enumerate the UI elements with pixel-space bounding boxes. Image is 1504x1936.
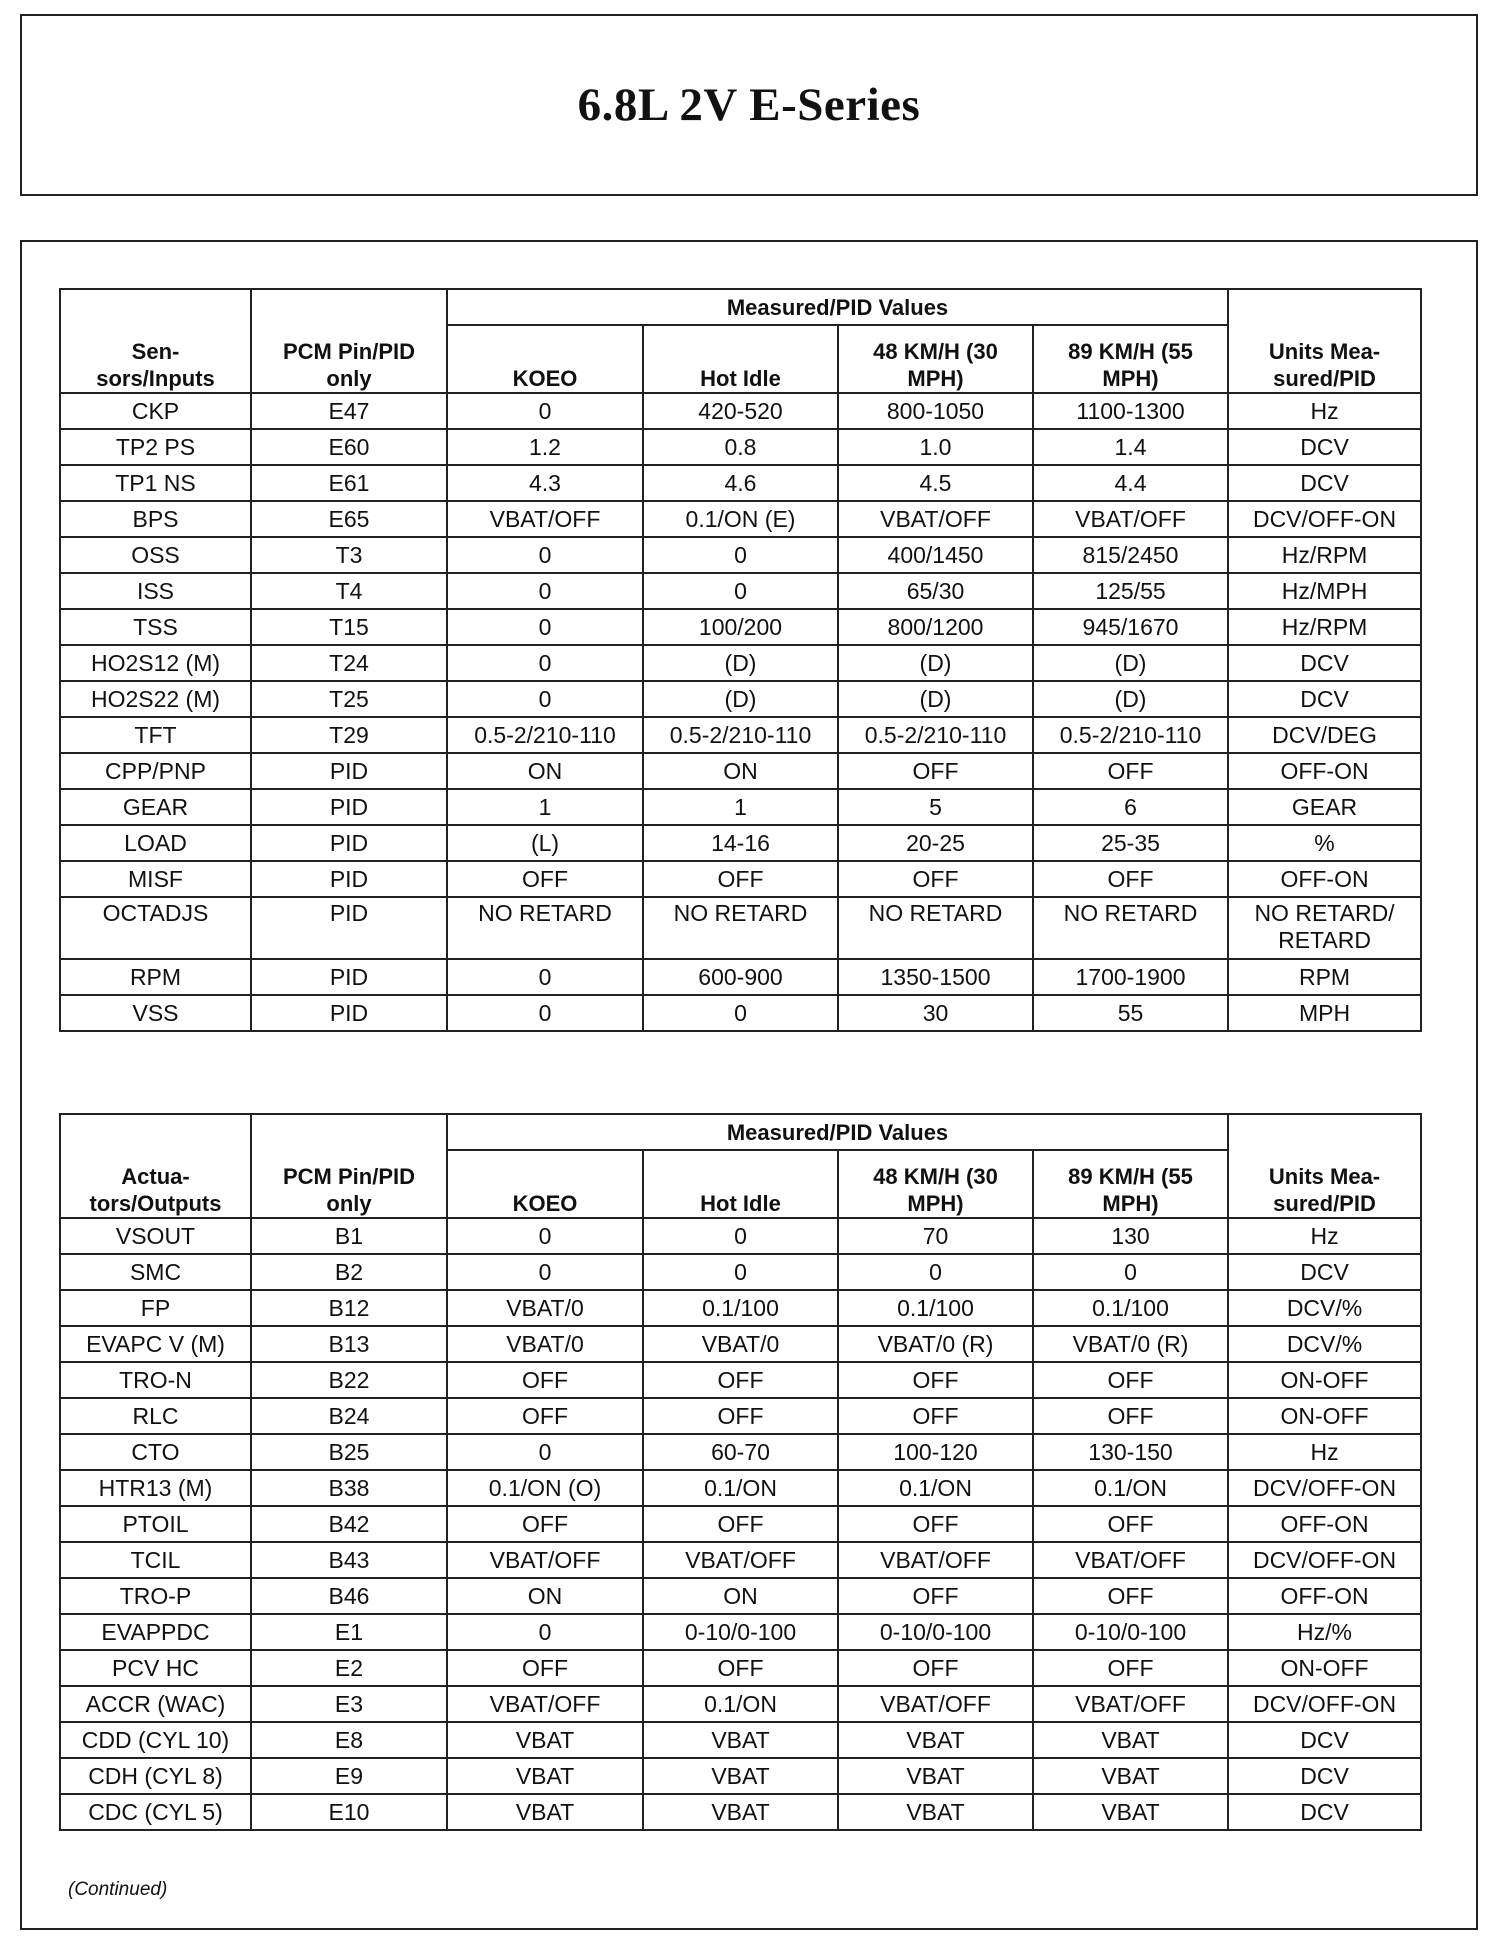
sensors-cell-pin: T4 [251, 573, 447, 609]
actuators-cell-item: HTR13 (M) [60, 1470, 251, 1506]
sensors-cell-koeo: VBAT/OFF [447, 501, 643, 537]
sensors-cell-89kmh: 0.5-2/210-110 [1033, 717, 1228, 753]
table-row [60, 1794, 1421, 1830]
table-row [60, 789, 1421, 825]
actuators-cell-units: DCV [1228, 1758, 1421, 1794]
sensors-cell-hot-idle: ON [643, 753, 838, 789]
sensors-cell-units: OFF-ON [1228, 861, 1421, 897]
actuators-cell-item: EVAPC V (M) [60, 1326, 251, 1362]
actuators-cell-hot-idle: ON [643, 1578, 838, 1614]
actuators-cell-units: DCV/% [1228, 1326, 1421, 1362]
actuators-cell-koeo: VBAT [447, 1794, 643, 1830]
sensors-cell-48kmh: 0.5-2/210-110 [838, 717, 1033, 753]
actuators-cell-89kmh: VBAT [1033, 1722, 1228, 1758]
actuators-cell-48kmh: VBAT/OFF [838, 1542, 1033, 1578]
table-row [60, 861, 1421, 897]
table-row [60, 429, 1421, 465]
actuators-cell-48kmh: VBAT [838, 1758, 1033, 1794]
actuators-cell-units: Hz [1228, 1434, 1421, 1470]
actuators-cell-89kmh: VBAT/0 (R) [1033, 1326, 1228, 1362]
sensors-header-units: Units Mea- sured/PID [1228, 289, 1421, 393]
table-row [60, 753, 1421, 789]
sensors-table [59, 288, 1422, 1032]
actuators-cell-pin: B24 [251, 1398, 447, 1434]
sensors-cell-48kmh: 1350-1500 [838, 959, 1033, 995]
title-box [20, 14, 1478, 196]
sensors-cell-koeo: ON [447, 753, 643, 789]
sensors-cell-item: ISS [60, 573, 251, 609]
table-row [60, 465, 1421, 501]
sensors-cell-hot-idle: 14-16 [643, 825, 838, 861]
sensors-cell-pin: E61 [251, 465, 447, 501]
actuators-cell-hot-idle: 0 [643, 1254, 838, 1290]
sensors-header-89kmh: 89 KM/H (55 MPH) [1033, 325, 1228, 393]
sensors-cell-48kmh: OFF [838, 753, 1033, 789]
actuators-cell-koeo: 0 [447, 1434, 643, 1470]
sensors-cell-koeo: 0 [447, 537, 643, 573]
actuators-cell-hot-idle: 0.1/100 [643, 1290, 838, 1326]
sensors-cell-units: RPM [1228, 959, 1421, 995]
actuators-cell-hot-idle: 0.1/ON [643, 1686, 838, 1722]
actuators-cell-units: DCV/OFF-ON [1228, 1470, 1421, 1506]
sensors-cell-item: CPP/PNP [60, 753, 251, 789]
actuators-cell-48kmh: 0-10/0-100 [838, 1614, 1033, 1650]
table-row [60, 1722, 1421, 1758]
sensors-cell-89kmh: 945/1670 [1033, 609, 1228, 645]
table-row [60, 1434, 1421, 1470]
sensors-cell-units: DCV [1228, 681, 1421, 717]
sensors-cell-89kmh: 125/55 [1033, 573, 1228, 609]
sensors-cell-koeo: 1.2 [447, 429, 643, 465]
sensors-cell-89kmh: NO RETARD [1033, 897, 1228, 959]
actuators-cell-89kmh: VBAT [1033, 1758, 1228, 1794]
actuators-header-89kmh: 89 KM/H (55 MPH) [1033, 1150, 1228, 1218]
actuators-cell-89kmh: OFF [1033, 1506, 1228, 1542]
actuators-cell-koeo: VBAT/OFF [447, 1686, 643, 1722]
table-row [60, 1578, 1421, 1614]
actuators-cell-48kmh: VBAT [838, 1722, 1033, 1758]
actuators-header-48kmh: 48 KM/H (30 MPH) [838, 1150, 1033, 1218]
actuators-cell-89kmh: VBAT/OFF [1033, 1686, 1228, 1722]
actuators-cell-koeo: ON [447, 1578, 643, 1614]
table-row [60, 1686, 1421, 1722]
actuators-header-item: Actua- tors/Outputs [60, 1114, 251, 1218]
actuators-cell-48kmh: 70 [838, 1218, 1033, 1254]
actuators-cell-pin: E8 [251, 1722, 447, 1758]
sensors-header-hot-idle: Hot Idle [643, 325, 838, 393]
actuators-cell-48kmh: OFF [838, 1506, 1033, 1542]
sensors-header-koeo: KOEO [447, 325, 643, 393]
actuators-cell-units: ON-OFF [1228, 1398, 1421, 1434]
sensors-cell-hot-idle: 0.8 [643, 429, 838, 465]
actuators-cell-item: VSOUT [60, 1218, 251, 1254]
actuators-table [59, 1113, 1422, 1831]
sensors-cell-pin: T15 [251, 609, 447, 645]
sensors-cell-hot-idle: 0 [643, 995, 838, 1031]
table-row [60, 1398, 1421, 1434]
actuators-cell-hot-idle: VBAT [643, 1758, 838, 1794]
actuators-cell-hot-idle: OFF [643, 1650, 838, 1686]
sensors-cell-hot-idle: OFF [643, 861, 838, 897]
actuators-cell-hot-idle: VBAT [643, 1794, 838, 1830]
actuators-cell-units: OFF-ON [1228, 1578, 1421, 1614]
actuators-cell-hot-idle: VBAT/0 [643, 1326, 838, 1362]
sensors-cell-pin: PID [251, 861, 447, 897]
actuators-cell-hot-idle: 0.1/ON [643, 1470, 838, 1506]
actuators-cell-units: ON-OFF [1228, 1362, 1421, 1398]
actuators-cell-item: CDD (CYL 10) [60, 1722, 251, 1758]
actuators-cell-89kmh: OFF [1033, 1362, 1228, 1398]
sensors-cell-89kmh: 25-35 [1033, 825, 1228, 861]
sensors-cell-48kmh: (D) [838, 681, 1033, 717]
actuators-cell-89kmh: 0.1/ON [1033, 1470, 1228, 1506]
table-row [60, 717, 1421, 753]
table-row [60, 1470, 1421, 1506]
actuators-cell-pin: E1 [251, 1614, 447, 1650]
actuators-cell-koeo: 0 [447, 1614, 643, 1650]
actuators-cell-item: TRO-N [60, 1362, 251, 1398]
sensors-cell-units: MPH [1228, 995, 1421, 1031]
sensors-header-group: Measured/PID Values [447, 289, 1228, 325]
sensors-cell-item: BPS [60, 501, 251, 537]
sensors-cell-pin: PID [251, 959, 447, 995]
actuators-cell-item: TRO-P [60, 1578, 251, 1614]
actuators-cell-koeo: OFF [447, 1362, 643, 1398]
sensors-cell-89kmh: (D) [1033, 681, 1228, 717]
actuators-cell-item: SMC [60, 1254, 251, 1290]
sensors-cell-units: DCV/OFF-ON [1228, 501, 1421, 537]
actuators-cell-koeo: VBAT [447, 1722, 643, 1758]
actuators-cell-pin: B43 [251, 1542, 447, 1578]
sensors-cell-hot-idle: 0 [643, 573, 838, 609]
table-row [60, 1290, 1421, 1326]
actuators-cell-pin: B1 [251, 1218, 447, 1254]
table-row [60, 609, 1421, 645]
actuators-cell-hot-idle: VBAT [643, 1722, 838, 1758]
actuators-cell-pin: E3 [251, 1686, 447, 1722]
table-row [60, 1614, 1421, 1650]
sensors-header-48kmh: 48 KM/H (30 MPH) [838, 325, 1033, 393]
sensors-cell-koeo: 0 [447, 393, 643, 429]
actuators-cell-89kmh: 0 [1033, 1254, 1228, 1290]
actuators-header-group: Measured/PID Values [447, 1114, 1228, 1150]
actuators-header-koeo: KOEO [447, 1150, 643, 1218]
sensors-cell-item: TP1 NS [60, 465, 251, 501]
sensors-cell-pin: T29 [251, 717, 447, 753]
sensors-cell-item: HO2S22 (M) [60, 681, 251, 717]
continued-note: (Continued) [68, 1879, 168, 1900]
sensors-cell-89kmh: VBAT/OFF [1033, 501, 1228, 537]
sensors-cell-48kmh: 65/30 [838, 573, 1033, 609]
sensors-cell-item: MISF [60, 861, 251, 897]
actuators-cell-koeo: VBAT [447, 1758, 643, 1794]
actuators-cell-item: CDC (CYL 5) [60, 1794, 251, 1830]
actuators-cell-48kmh: 0.1/ON [838, 1470, 1033, 1506]
actuators-cell-koeo: 0.1/ON (O) [447, 1470, 643, 1506]
sensors-cell-48kmh: 400/1450 [838, 537, 1033, 573]
sensors-cell-89kmh: 1700-1900 [1033, 959, 1228, 995]
sensors-cell-48kmh: 4.5 [838, 465, 1033, 501]
sensors-cell-units: GEAR [1228, 789, 1421, 825]
sensors-cell-item: RPM [60, 959, 251, 995]
table-row [60, 501, 1421, 537]
table-row [60, 995, 1421, 1031]
sensors-cell-koeo: NO RETARD [447, 897, 643, 959]
table-row [60, 645, 1421, 681]
actuators-cell-units: DCV [1228, 1794, 1421, 1830]
actuators-cell-pin: B46 [251, 1578, 447, 1614]
sensors-cell-48kmh: (D) [838, 645, 1033, 681]
sensors-cell-48kmh: VBAT/OFF [838, 501, 1033, 537]
table-row [60, 393, 1421, 429]
table-row [60, 1254, 1421, 1290]
sensors-cell-89kmh: (D) [1033, 645, 1228, 681]
sensors-cell-hot-idle: 0.1/ON (E) [643, 501, 838, 537]
sensors-cell-48kmh: 1.0 [838, 429, 1033, 465]
actuators-header-units: Units Mea- sured/PID [1228, 1114, 1421, 1218]
sensors-cell-item: TP2 PS [60, 429, 251, 465]
actuators-cell-hot-idle: 0-10/0-100 [643, 1614, 838, 1650]
actuators-cell-koeo: VBAT/0 [447, 1326, 643, 1362]
sensors-cell-pin: E65 [251, 501, 447, 537]
actuators-cell-hot-idle: OFF [643, 1398, 838, 1434]
actuators-cell-pin: E9 [251, 1758, 447, 1794]
actuators-cell-48kmh: 0 [838, 1254, 1033, 1290]
actuators-cell-48kmh: OFF [838, 1650, 1033, 1686]
table-row [60, 1542, 1421, 1578]
actuators-cell-48kmh: VBAT/OFF [838, 1686, 1033, 1722]
actuators-cell-89kmh: 0.1/100 [1033, 1290, 1228, 1326]
table-row [60, 897, 1421, 959]
table-row [60, 1650, 1421, 1686]
actuators-cell-item: CDH (CYL 8) [60, 1758, 251, 1794]
sensors-cell-89kmh: 6 [1033, 789, 1228, 825]
sensors-cell-pin: T25 [251, 681, 447, 717]
table-row [60, 1326, 1421, 1362]
sensors-cell-koeo: 0 [447, 959, 643, 995]
actuators-cell-89kmh: 0-10/0-100 [1033, 1614, 1228, 1650]
actuators-cell-pin: B42 [251, 1506, 447, 1542]
content-box [20, 240, 1478, 1930]
sensors-cell-item: CKP [60, 393, 251, 429]
actuators-cell-48kmh: VBAT [838, 1794, 1033, 1830]
actuators-cell-pin: B2 [251, 1254, 447, 1290]
sensors-cell-koeo: 1 [447, 789, 643, 825]
sensors-cell-item: HO2S12 (M) [60, 645, 251, 681]
actuators-cell-pin: B13 [251, 1326, 447, 1362]
sensors-cell-pin: E47 [251, 393, 447, 429]
actuators-cell-item: ACCR (WAC) [60, 1686, 251, 1722]
sensors-cell-units: Hz/RPM [1228, 609, 1421, 645]
actuators-cell-hot-idle: 0 [643, 1218, 838, 1254]
sensors-header-item: Sen- sors/Inputs [60, 289, 251, 393]
actuators-header-hot-idle: Hot Idle [643, 1150, 838, 1218]
page-title: 6.8L 2V E-Series [577, 79, 921, 131]
actuators-cell-units: DCV [1228, 1254, 1421, 1290]
table-row [60, 537, 1421, 573]
actuators-cell-hot-idle: OFF [643, 1362, 838, 1398]
actuators-cell-pin: B12 [251, 1290, 447, 1326]
sensors-cell-koeo: 0 [447, 573, 643, 609]
sensors-cell-89kmh: 4.4 [1033, 465, 1228, 501]
sensors-cell-item: OSS [60, 537, 251, 573]
actuators-cell-units: ON-OFF [1228, 1650, 1421, 1686]
sensors-cell-koeo: (L) [447, 825, 643, 861]
actuators-cell-koeo: 0 [447, 1254, 643, 1290]
sensors-cell-hot-idle: NO RETARD [643, 897, 838, 959]
sensors-cell-item: TSS [60, 609, 251, 645]
actuators-cell-units: Hz [1228, 1218, 1421, 1254]
table-row [60, 1218, 1421, 1254]
sensors-cell-pin: T3 [251, 537, 447, 573]
sensors-cell-pin: PID [251, 897, 447, 959]
actuators-cell-koeo: VBAT/0 [447, 1290, 643, 1326]
actuators-cell-89kmh: OFF [1033, 1398, 1228, 1434]
sensors-cell-48kmh: 5 [838, 789, 1033, 825]
sensors-cell-units: NO RETARD/ RETARD [1228, 897, 1421, 959]
sensors-cell-units: OFF-ON [1228, 753, 1421, 789]
actuators-cell-pin: B38 [251, 1470, 447, 1506]
sensors-cell-89kmh: OFF [1033, 861, 1228, 897]
sensors-cell-48kmh: OFF [838, 861, 1033, 897]
actuators-cell-units: Hz/% [1228, 1614, 1421, 1650]
actuators-cell-89kmh: 130-150 [1033, 1434, 1228, 1470]
sensors-cell-89kmh: 1.4 [1033, 429, 1228, 465]
actuators-cell-units: OFF-ON [1228, 1506, 1421, 1542]
actuators-cell-48kmh: 100-120 [838, 1434, 1033, 1470]
actuators-cell-koeo: VBAT/OFF [447, 1542, 643, 1578]
actuators-cell-koeo: OFF [447, 1506, 643, 1542]
actuators-cell-48kmh: VBAT/0 (R) [838, 1326, 1033, 1362]
actuators-cell-item: FP [60, 1290, 251, 1326]
sensors-cell-units: % [1228, 825, 1421, 861]
actuators-cell-item: RLC [60, 1398, 251, 1434]
table-row [60, 1362, 1421, 1398]
sensors-cell-units: Hz [1228, 393, 1421, 429]
actuators-cell-hot-idle: OFF [643, 1506, 838, 1542]
sensors-cell-pin: PID [251, 753, 447, 789]
actuators-cell-48kmh: OFF [838, 1578, 1033, 1614]
actuators-cell-koeo: OFF [447, 1398, 643, 1434]
actuators-cell-48kmh: OFF [838, 1398, 1033, 1434]
actuators-cell-89kmh: VBAT [1033, 1794, 1228, 1830]
sensors-cell-units: DCV [1228, 429, 1421, 465]
actuators-cell-89kmh: VBAT/OFF [1033, 1542, 1228, 1578]
actuators-cell-89kmh: 130 [1033, 1218, 1228, 1254]
sensors-cell-hot-idle: (D) [643, 681, 838, 717]
sensors-cell-48kmh: 800-1050 [838, 393, 1033, 429]
sensors-cell-koeo: 0.5-2/210-110 [447, 717, 643, 753]
table-row [60, 959, 1421, 995]
sensors-cell-units: DCV/DEG [1228, 717, 1421, 753]
sensors-cell-item: VSS [60, 995, 251, 1031]
sensors-cell-48kmh: 30 [838, 995, 1033, 1031]
sensors-cell-48kmh: 800/1200 [838, 609, 1033, 645]
sensors-cell-item: LOAD [60, 825, 251, 861]
sensors-cell-pin: PID [251, 995, 447, 1031]
table-row [60, 573, 1421, 609]
sensors-cell-pin: PID [251, 825, 447, 861]
actuators-cell-pin: B22 [251, 1362, 447, 1398]
table-row [60, 681, 1421, 717]
sensors-cell-pin: T24 [251, 645, 447, 681]
table-row [60, 825, 1421, 861]
sensors-cell-item: TFT [60, 717, 251, 753]
actuators-cell-89kmh: OFF [1033, 1578, 1228, 1614]
sensors-cell-hot-idle: 420-520 [643, 393, 838, 429]
sensors-cell-89kmh: 1100-1300 [1033, 393, 1228, 429]
sensors-cell-units: Hz/RPM [1228, 537, 1421, 573]
sensors-cell-koeo: OFF [447, 861, 643, 897]
actuators-header-pin: PCM Pin/PID only [251, 1114, 447, 1218]
sensors-cell-units: Hz/MPH [1228, 573, 1421, 609]
actuators-cell-hot-idle: VBAT/OFF [643, 1542, 838, 1578]
sensors-cell-koeo: 0 [447, 995, 643, 1031]
sensors-cell-koeo: 4.3 [447, 465, 643, 501]
actuators-cell-item: CTO [60, 1434, 251, 1470]
actuators-cell-48kmh: OFF [838, 1362, 1033, 1398]
actuators-cell-units: DCV [1228, 1722, 1421, 1758]
table-row [60, 1758, 1421, 1794]
sensors-cell-hot-idle: 1 [643, 789, 838, 825]
sensors-cell-koeo: 0 [447, 645, 643, 681]
sensors-cell-hot-idle: 0.5-2/210-110 [643, 717, 838, 753]
sensors-cell-hot-idle: 600-900 [643, 959, 838, 995]
actuators-cell-48kmh: 0.1/100 [838, 1290, 1033, 1326]
actuators-cell-item: PCV HC [60, 1650, 251, 1686]
sensors-cell-item: OCTADJS [60, 897, 251, 959]
actuators-cell-pin: E10 [251, 1794, 447, 1830]
actuators-cell-pin: E2 [251, 1650, 447, 1686]
sensors-cell-hot-idle: 100/200 [643, 609, 838, 645]
sensors-cell-koeo: 0 [447, 681, 643, 717]
sensors-cell-hot-idle: 0 [643, 537, 838, 573]
actuators-cell-pin: B25 [251, 1434, 447, 1470]
actuators-cell-89kmh: OFF [1033, 1650, 1228, 1686]
sensors-cell-hot-idle: 4.6 [643, 465, 838, 501]
actuators-cell-koeo: 0 [447, 1218, 643, 1254]
sensors-cell-pin: E60 [251, 429, 447, 465]
sensors-cell-hot-idle: (D) [643, 645, 838, 681]
actuators-cell-units: DCV/OFF-ON [1228, 1542, 1421, 1578]
sensors-cell-48kmh: 20-25 [838, 825, 1033, 861]
actuators-cell-item: TCIL [60, 1542, 251, 1578]
actuators-cell-item: PTOIL [60, 1506, 251, 1542]
sensors-cell-units: DCV [1228, 465, 1421, 501]
table-row [60, 1506, 1421, 1542]
sensors-cell-89kmh: 815/2450 [1033, 537, 1228, 573]
sensors-cell-89kmh: OFF [1033, 753, 1228, 789]
sensors-header-pin: PCM Pin/PID only [251, 289, 447, 393]
actuators-cell-koeo: OFF [447, 1650, 643, 1686]
actuators-cell-units: DCV/% [1228, 1290, 1421, 1326]
sensors-cell-item: GEAR [60, 789, 251, 825]
actuators-cell-item: EVAPPDC [60, 1614, 251, 1650]
sensors-cell-koeo: 0 [447, 609, 643, 645]
actuators-cell-hot-idle: 60-70 [643, 1434, 838, 1470]
sensors-cell-units: DCV [1228, 645, 1421, 681]
actuators-cell-units: DCV/OFF-ON [1228, 1686, 1421, 1722]
sensors-cell-pin: PID [251, 789, 447, 825]
sensors-cell-89kmh: 55 [1033, 995, 1228, 1031]
sensors-cell-48kmh: NO RETARD [838, 897, 1033, 959]
